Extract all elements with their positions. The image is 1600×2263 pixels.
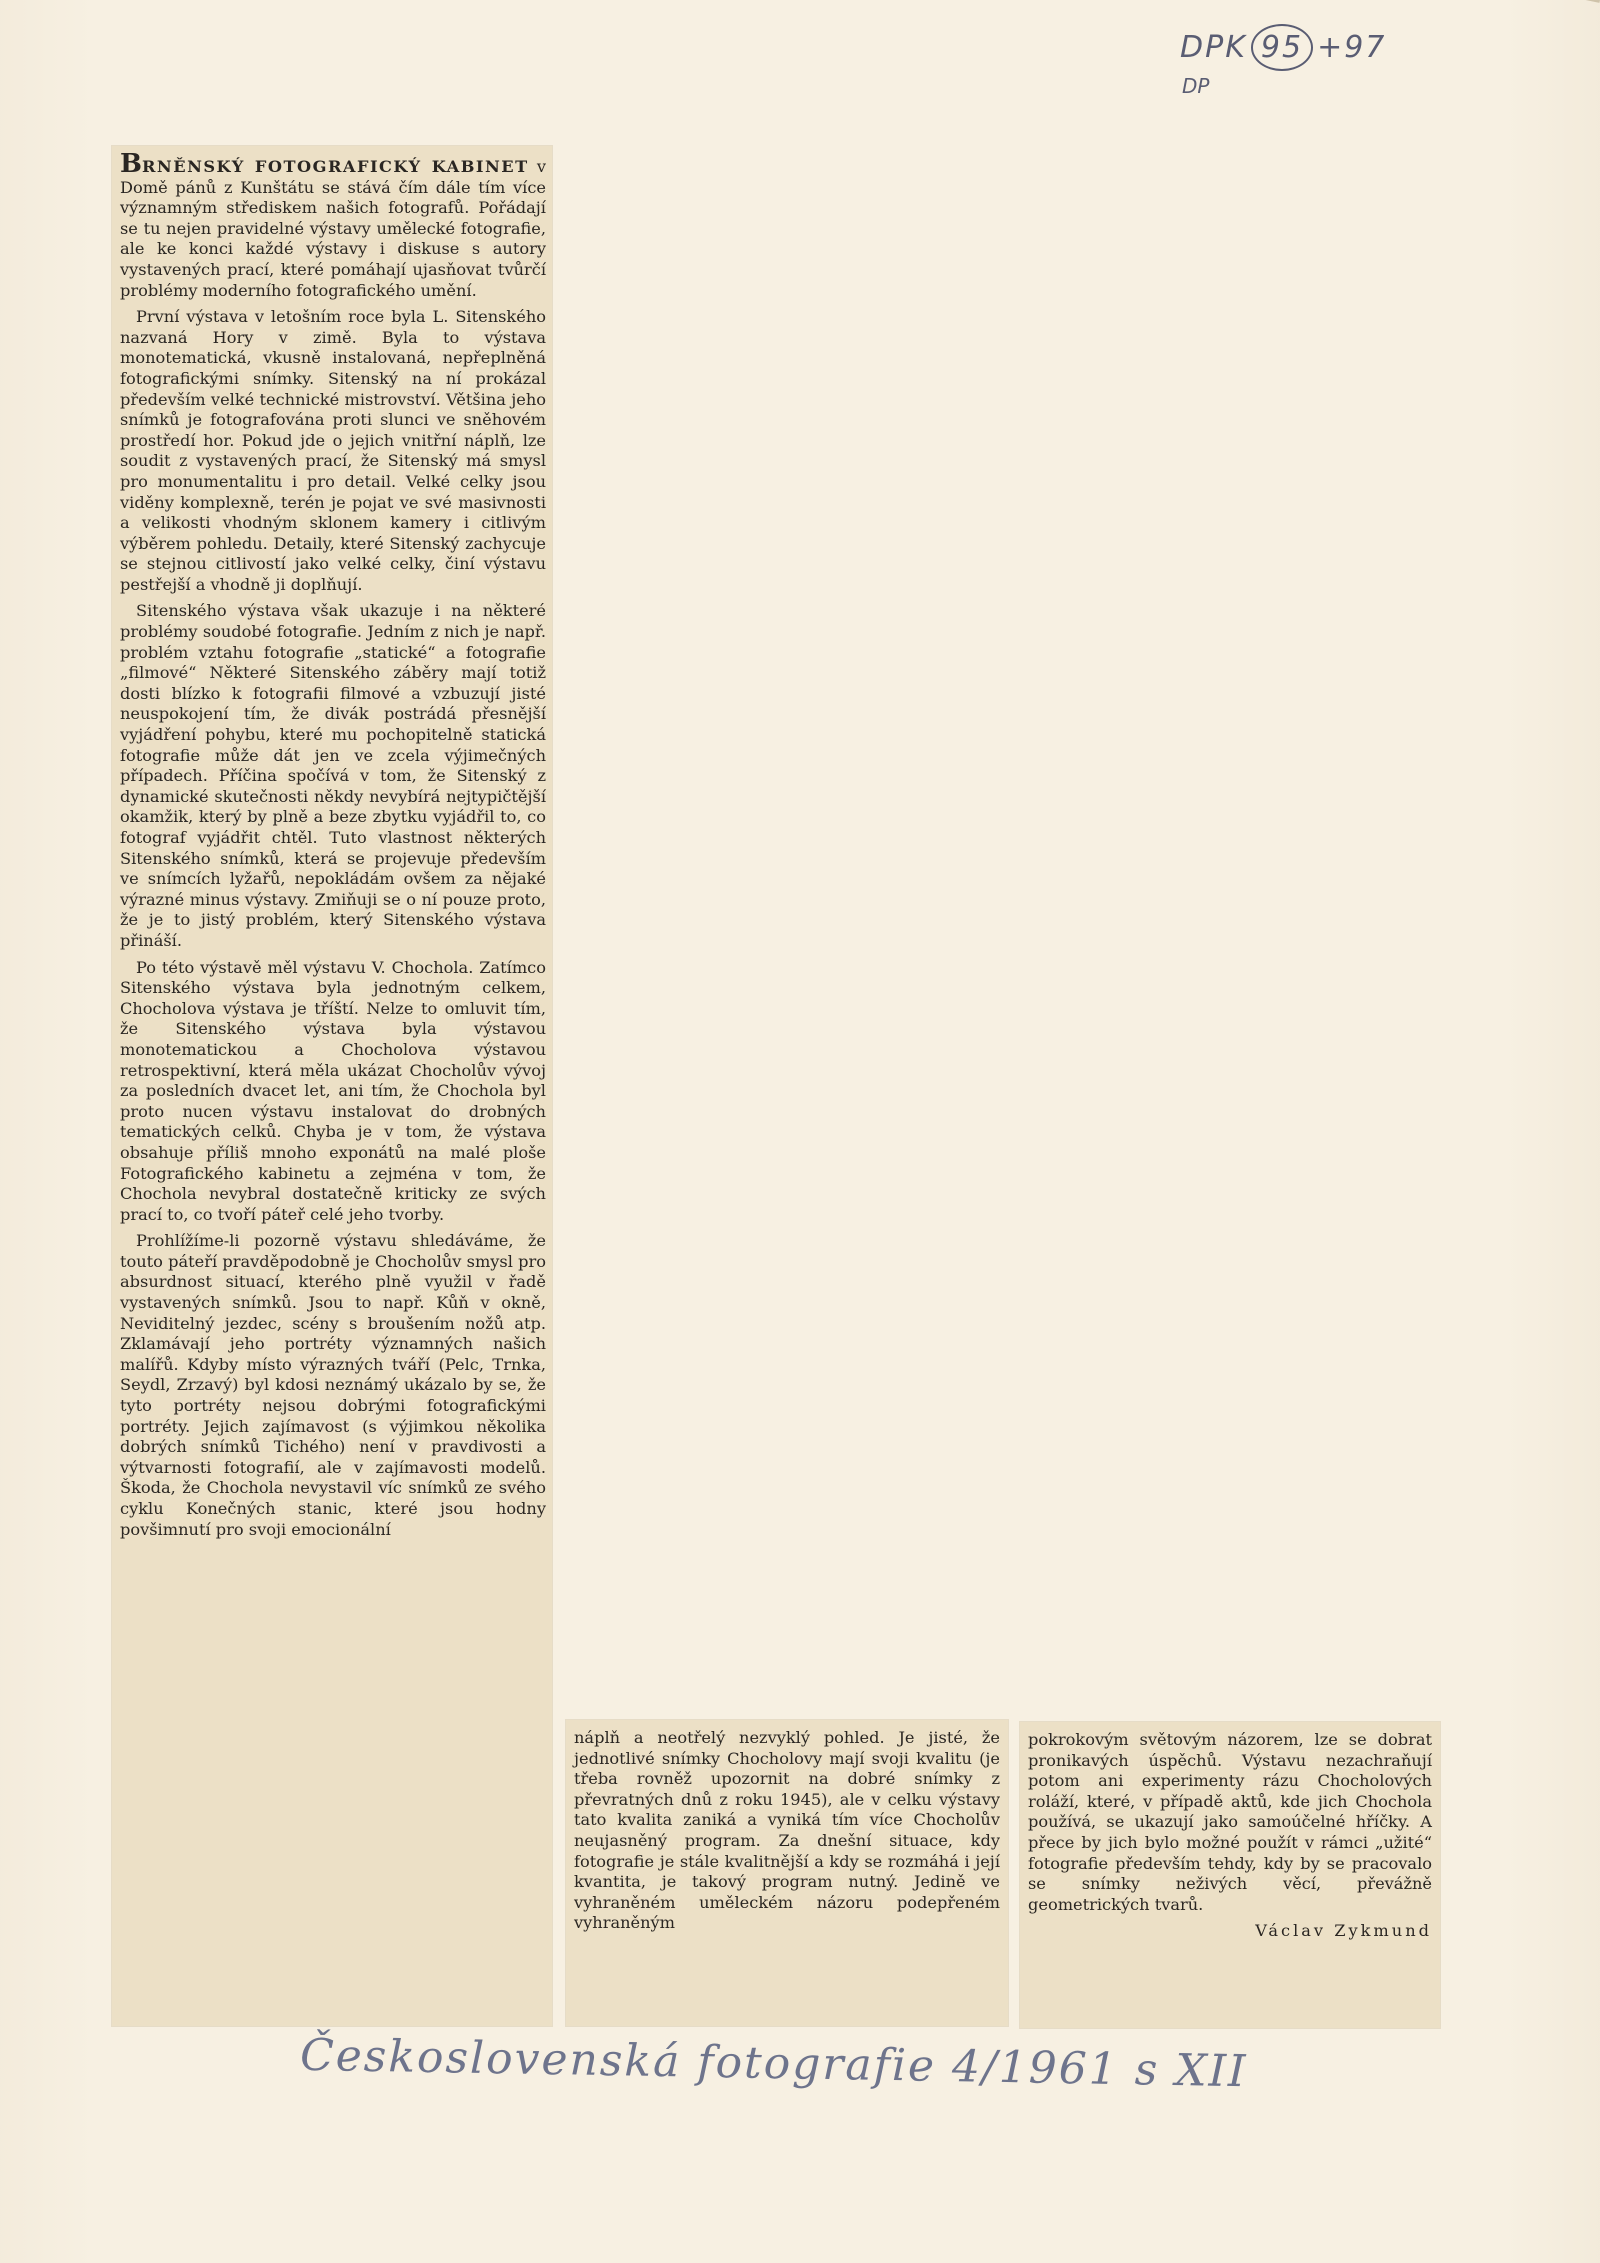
- article-opening: [120, 149, 546, 301]
- archive-ref-circled-number: 95: [1251, 24, 1313, 71]
- archive-reference-mark: [1180, 24, 1386, 71]
- article-headline: RNĚNSKÝ FOTOGRAFICKÝ KABINET: [141, 157, 529, 176]
- archive-ref-suffix: +97: [1317, 30, 1387, 65]
- article-paragraph-5: Prohlížíme-li pozorně výstavu shledáváme, že touto páteří pravděpodobně je Chocholův smysl pro absurdnost situací, kterého plně využil v řadě vystavených snímků. Jsou to např. Kůň v okně, Neviditelný jezdec, scény s broušením nožů atp. Zklamávají jeho portréty významných našich malířů. Kdyby místo výrazných tváří (Pelc, Trnka, Seydl, Zrzavý) byl kdosi neznámý ukázalo by se, že tyto portréty nejsou dobrými fotografickými portréty. Jejich zajímavost (s výjimkou několika dobrých snímků Tichého) není v pravdivosti a výtvarnosti fotografií, ale v zajímavosti modelů. Škoda, že Chochola nevystavil víc snímků ze svého cyklu Konečných stanic, které jsou hodny povšimnutí pro svoji emocionální: [120, 1231, 546, 1539]
- handwritten-source-note: Československá fotografie 4/1961 s XII: [299, 2029, 1248, 2098]
- archive-sub-mark: DP: [1182, 74, 1210, 98]
- article-continuation-right: pokrokovým světovým názorem, lze se dobrat pronikavých úspěchů. Výstavu nezachraňují potom ani experimenty rázu Chocholových roláží, které, v případě aktů, kde jich Chochola používá, se ukazují jako samoúčelné hříčky. A přece by jich bylo možné použít v rámci „užité“ fotografie především tehdy, kdy by se pracovalo se snímky neživých věcí, převážně geometrických tvarů.: [1028, 1730, 1432, 1914]
- article-paragraph-2: První výstava v letošním roce byla L. Sitenského nazvaná Hory v zimě. Byla to výstava monotematická, vkusně instalovaná, nepřeplněná fotografickými snímky. Sitenský na ní prokázal především velké technické mistrovství. Většina jeho snímků je fotografována proti slunci ve sněhovém prostředí hor. Pokud jde o jejich vnitřní náplň, lze soudit z vystavených prací, že Sitenský má smysl pro monumentalitu i pro detail. Velké celky jsou viděny komplexně, terén je pojat ve své masivnosti a velikosti vhodným sklonem kamery i citlivým výběrem pohledu. Detaily, které Sitenský zachycuje se stejnou citlivostí jako velké celky, činí výstavu pestřejší a vhodně ji doplňují.: [120, 307, 546, 594]
- article-clipping-main: [112, 146, 552, 2026]
- article-clipping-middle: [566, 1720, 1008, 2026]
- author-signature: Václav Zykmund: [1255, 1921, 1432, 1941]
- article-paragraph-3: Sitenského výstava však ukazuje i na některé problémy soudobé fotografie. Jedním z nich je např. problém vztahu fotografie „statické“ a fotografie „filmové“ Některé Sitenského záběry mají totiž dosti blízko k fotografii filmové a vzbuzují jisté neuspokojení tím, že divák postrádá přesnější vyjádření pohybu, které mu pochopitelně statická fotografie může dát jen ve zcela výjimečných případech. Příčina spočívá v tom, že Sitenský z dynamické skutečnosti někdy nevybírá nejtypičtější okamžik, který by plně a beze zbytku vyjádřil to, co fotograf vyjádřit chtěl. Tuto vlastnost některých Sitenského snímků, která se projevuje především ve snímcích lyžařů, nepokládám ovšem za nějaké výrazné minus výstavy. Zmiňuji se o ní pouze proto, že je to jistý problém, který Sitenského výstava přináší.: [120, 601, 546, 950]
- archive-ref-prefix: DPK: [1180, 30, 1247, 65]
- article-continuation-middle: náplň a neotřelý nezvyklý pohled. Je jisté, že jednotlivé snímky Chocholovy mají svoji kvalitu (je třeba rovněž upozornit na dobré snímky z převratných dnů z roku 1945), ale v celku výstavy tato kvalita zaniká a vyniká tím více Chocholův neujasněný program. Za dnešní situace, kdy fotografie je stále kvalitnější a kdy se rozmáhá i její kvantita, je takový program nutný. Jedině ve vyhraněném uměleckém názoru podepřeném vyhraněným: [574, 1728, 1000, 1933]
- article-paragraph-4: Po této výstavě měl výstavu V. Chochola. Zatímco Sitenského výstava byla jednotným celkem, Chocholova výstava je tříští. Nelze to omluvit tím, že Sitenského výstava byla výstavou monotematickou a Chocholova výstavou retrospektivní, která měla ukázat Chocholův vývoj za posledních dvacet let, ani tím, že Chochola byl proto nucen výstavu instalovat do drobných tematických celků. Chyba je v tom, že výstava obsahuje příliš mnoho exponátů na malé ploše Fotografického kabinetu a zejména v tom, že Chochola nevybral dostatečně kriticky ze svých prací to, co tvoří páteř celé jeho tvorby.: [120, 957, 546, 1224]
- article-clipping-right: [1020, 1722, 1440, 2028]
- article-paragraph-1: v Domě pánů z Kunštátu se stává čím dále tím více významným střediskem našich fotografů. Pořádají se tu nejen pravidelné výstavy umělecké fotografie, ale ke konci každé výstavy i diskuse s autory vystavených prací, které pomáhají ujasňovat tvůrčí problémy moderního fotografického umění.: [120, 157, 546, 300]
- dropcap: B: [120, 149, 142, 179]
